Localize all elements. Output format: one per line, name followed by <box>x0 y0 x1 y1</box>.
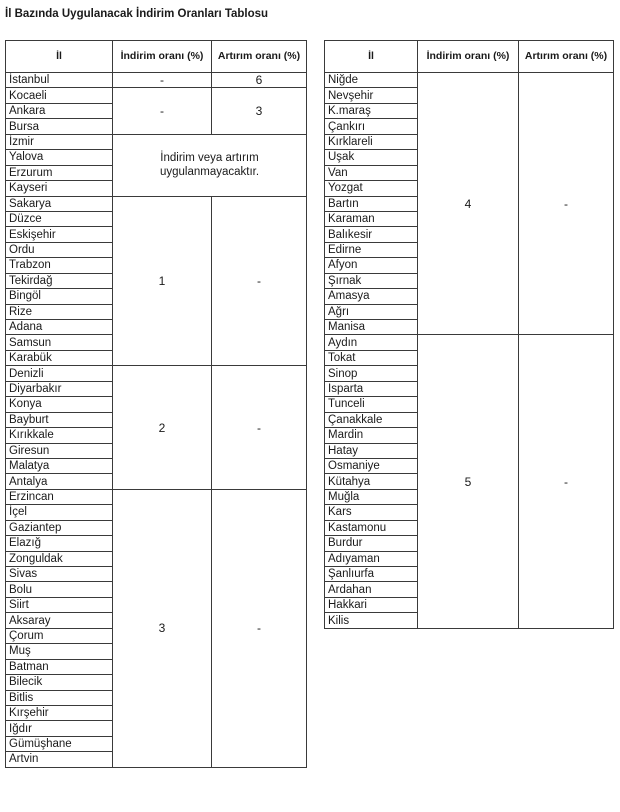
city-cell: Çanakkale <box>325 412 418 427</box>
artirim-cell: - <box>519 73 614 335</box>
city-cell: Artvin <box>6 752 113 767</box>
city-cell: Kütahya <box>325 474 418 489</box>
table-row <box>6 366 307 381</box>
city-cell: Tunceli <box>325 397 418 412</box>
page-title: İl Bazında Uygulanacak İndirim Oranları Tablosu <box>5 8 269 20</box>
city-cell: Gümüşhane <box>6 736 113 751</box>
city-cell: Batman <box>6 659 113 674</box>
indirim-cell: - <box>113 73 212 88</box>
city-cell: Bilecik <box>6 675 113 690</box>
city-cell: Bursa <box>6 119 113 134</box>
artirim-cell: - <box>212 489 307 767</box>
indirim-cell: 4 <box>418 73 519 335</box>
city-cell: Burdur <box>325 536 418 551</box>
city-cell: Adıyaman <box>325 551 418 566</box>
city-cell: İçel <box>6 505 113 520</box>
city-cell: Kırşehir <box>6 705 113 720</box>
artirim-cell: - <box>212 366 307 490</box>
city-cell: Hatay <box>325 443 418 458</box>
city-cell: Çorum <box>6 628 113 643</box>
city-cell: K.maraş <box>325 103 418 118</box>
table-row <box>325 73 614 88</box>
artirim-cell: 3 <box>212 88 307 134</box>
city-cell: Ardahan <box>325 582 418 597</box>
city-cell: Iğdır <box>6 721 113 736</box>
city-cell: Bartın <box>325 196 418 211</box>
header-indirim: İndirim oranı (%) <box>113 41 212 73</box>
table-row <box>6 134 307 149</box>
city-cell: Adana <box>6 320 113 335</box>
artirim-cell: - <box>212 196 307 366</box>
city-cell: Denizli <box>6 366 113 381</box>
city-cell: Giresun <box>6 443 113 458</box>
city-cell: Şanlıurfa <box>325 567 418 582</box>
city-cell: Elazığ <box>6 536 113 551</box>
city-cell: Kastamonu <box>325 520 418 535</box>
city-cell: Muğla <box>325 489 418 504</box>
indirim-cell: 3 <box>113 489 212 767</box>
header-artirim: Artırım oranı (%) <box>519 41 614 73</box>
table-row <box>6 73 307 88</box>
table-row <box>6 489 307 504</box>
indirim-cell: 1 <box>113 196 212 366</box>
city-cell: Kocaeli <box>6 88 113 103</box>
city-cell: Antalya <box>6 474 113 489</box>
city-cell: Amasya <box>325 289 418 304</box>
city-cell: Konya <box>6 397 113 412</box>
city-cell: Tokat <box>325 350 418 365</box>
city-cell: Gaziantep <box>6 520 113 535</box>
left-rate-table <box>5 40 307 768</box>
city-cell: Sinop <box>325 366 418 381</box>
city-cell: Aydın <box>325 335 418 350</box>
city-cell: Siirt <box>6 597 113 612</box>
city-cell: Sakarya <box>6 196 113 211</box>
city-cell: Kırklareli <box>325 134 418 149</box>
city-cell: Ordu <box>6 242 113 257</box>
city-cell: Erzincan <box>6 489 113 504</box>
city-cell: Isparta <box>325 381 418 396</box>
city-cell: Afyon <box>325 258 418 273</box>
city-cell: Malatya <box>6 458 113 473</box>
city-cell: Mardin <box>325 428 418 443</box>
city-cell: Niğde <box>325 73 418 88</box>
city-cell: Osmaniye <box>325 458 418 473</box>
city-cell: Balıkesir <box>325 227 418 242</box>
city-cell: Kars <box>325 505 418 520</box>
city-cell: Uşak <box>325 150 418 165</box>
indirim-cell: 5 <box>418 335 519 628</box>
city-cell: Aksaray <box>6 613 113 628</box>
city-cell: Nevşehir <box>325 88 418 103</box>
artirim-cell: 6 <box>212 73 307 88</box>
city-cell: Diyarbakır <box>6 381 113 396</box>
artirim-cell: - <box>519 335 614 628</box>
city-cell: Muş <box>6 644 113 659</box>
city-cell: Kilis <box>325 613 418 628</box>
header-il: İl <box>6 41 113 73</box>
city-cell: Erzurum <box>6 165 113 180</box>
city-cell: Ağrı <box>325 304 418 319</box>
city-cell: Karaman <box>325 211 418 226</box>
city-cell: Tekirdağ <box>6 273 113 288</box>
city-cell: Bolu <box>6 582 113 597</box>
table-row <box>325 335 614 350</box>
city-cell: Rize <box>6 304 113 319</box>
city-cell: Trabzon <box>6 258 113 273</box>
header-artirim: Artırım oranı (%) <box>212 41 307 73</box>
city-cell: Van <box>325 165 418 180</box>
indirim-cell: 2 <box>113 366 212 490</box>
city-cell: Zonguldak <box>6 551 113 566</box>
table-row <box>6 88 307 103</box>
city-cell: Şırnak <box>325 273 418 288</box>
city-cell: Eskişehir <box>6 227 113 242</box>
header-il: İl <box>325 41 418 73</box>
indirim-cell: - <box>113 88 212 134</box>
city-cell: İzmir <box>6 134 113 149</box>
city-cell: Sivas <box>6 567 113 582</box>
city-cell: Kırıkkale <box>6 428 113 443</box>
city-cell: Bitlis <box>6 690 113 705</box>
city-cell: Edirne <box>325 242 418 257</box>
right-rate-table <box>324 40 614 629</box>
city-cell: Hakkari <box>325 597 418 612</box>
city-cell: Karabük <box>6 350 113 365</box>
city-cell: Bingöl <box>6 289 113 304</box>
no-change-note: İndirim veya artırım uygulanmayacaktır. <box>113 134 307 196</box>
city-cell: Çankırı <box>325 119 418 134</box>
header-indirim: İndirim oranı (%) <box>418 41 519 73</box>
city-cell: İstanbul <box>6 73 113 88</box>
city-cell: Bayburt <box>6 412 113 427</box>
city-cell: Manisa <box>325 320 418 335</box>
city-cell: Düzce <box>6 211 113 226</box>
city-cell: Yalova <box>6 150 113 165</box>
city-cell: Kayseri <box>6 181 113 196</box>
city-cell: Samsun <box>6 335 113 350</box>
city-cell: Yozgat <box>325 181 418 196</box>
table-row <box>6 196 307 211</box>
city-cell: Ankara <box>6 103 113 118</box>
